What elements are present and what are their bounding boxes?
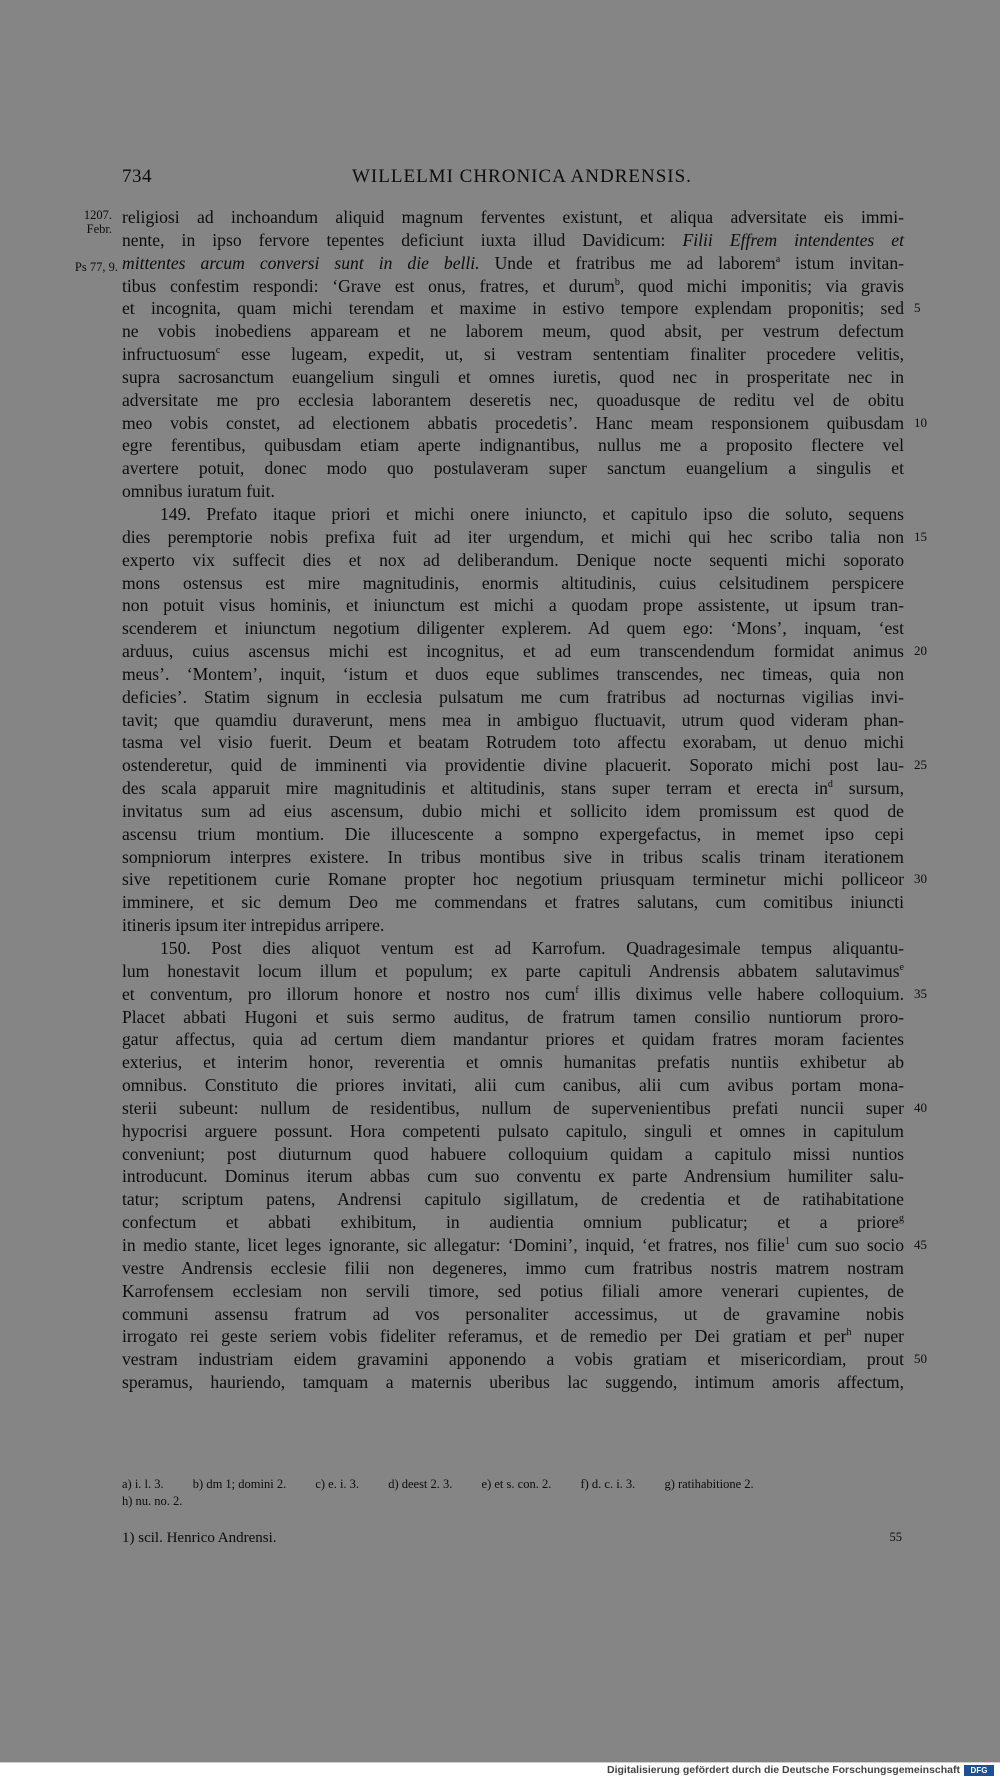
footnote-mark: b: [614, 276, 620, 288]
margin-year: 1207.: [83, 208, 112, 222]
footnotes: [122, 1476, 902, 1510]
text-line: avertere potuit, donec modo quo postulaveram super sanctum euangelium a singulis et: [122, 458, 904, 479]
text-line: adversitate me pro ecclesia laborantem deseretis nec, quoadusque de reditu vel de obitu: [122, 389, 904, 410]
text-line: invitatus sum ad eius ascensum, dubio michi et sollicito idem promissum est quod de: [122, 800, 904, 821]
text-line: tibus confestim respondi: ‘Grave est onus, fratres, et durum$^b$, quod michi imponitis; via gravis: [122, 275, 904, 296]
funding-text: Digitalisierung gefördert durch die Deutsche Forschungsgemeinschaft: [607, 1764, 960, 1776]
footnote-row: [122, 1476, 902, 1493]
text-line: omnibus. Constituto die priores invitati, alii cum canibus, alii cum avibus portam mona-: [122, 1075, 904, 1096]
text-line: speramus, hauriendo, tamquam a maternis uberibus lac suggendo, intimum amoris affectum,: [122, 1372, 904, 1393]
line-number: 35: [914, 985, 927, 1001]
text-line: gatur affectus, quia ad certum diem mandantur priores et quidam fratres moram facientes: [122, 1029, 904, 1050]
dfg-logo-icon: DFG: [964, 1765, 994, 1776]
text-line: in medio stante, licet leges ignorante, sic allegatur: ‘Domini’, inquid, ‘et fratres, nos filie$^1$ cum suo socio 45: [122, 1234, 927, 1255]
text-line: sive repetitionem curie Romane propter hoc negotium priusquam terminetur michi polliceor 30: [122, 869, 927, 890]
text-line: mons ostensus est mire magnitudinis, enormis altitudinis, cuius celsitudinem perspicere: [122, 572, 904, 593]
footnote-mark: g: [899, 1213, 904, 1225]
text-line: meus’. ‘Montem’, inquit, ‘istum et duos eque sublimes transcendes, nec timeas, quia non: [122, 663, 904, 684]
page-number: 734: [122, 166, 152, 187]
text-line: introducunt. Dominus iterum abbas cum suo conventu ex parte Andrensium humiliter salu-: [122, 1166, 904, 1187]
footnote-mark: c: [215, 345, 221, 357]
text-line: dies peremptorie nobis prefixa fuit ad iter urgendum, et michi qui hec scribo talia non 15: [122, 526, 927, 547]
text-line: Karrofensem ecclesiam non servili timore, sed potius filiali amore venerari cupientes, de: [122, 1280, 904, 1301]
text-line: sterii subeunt: nullum de residentibus, nullum de supervenientibus prefati nuncii super 40: [122, 1097, 927, 1118]
text-line: vestram industriam eidem gravamini apponendo a vobis gratiam et misericordiam, prout 50: [122, 1349, 927, 1370]
text-line: itineris ipsum iter intrepidus arripere.: [122, 915, 385, 936]
text-line: infructuosum$^c$ esse lugeam, expedit, ut, si vestram sententiam finaliter procedere velitis,: [122, 344, 904, 365]
margin-date: [80, 208, 112, 236]
line-number: 15: [914, 528, 927, 544]
text-line: communi assensu fratrum ad vos personaliter accessimus, ut de gravamine nobis: [122, 1303, 904, 1324]
text-line: irrogato rei geste seriem vobis fideliter referamus, et de remedio per Dei gratiam et per$^h$ nuper: [122, 1326, 904, 1347]
text-line: nente, in ipso fervore tepentes deficiunt iuxta illud Davidicum: Filii Effrem intendentes et: [122, 229, 904, 250]
funding-footer: [0, 1762, 1000, 1779]
text-line: non potuit visus hominis, et iniunctum est michi a quodam prope assistente, ut ipsum tran-: [122, 595, 904, 616]
text-line: experto vix suffecit dies et nox ad deliberandum. Denique nocte sequenti michi soporato: [122, 549, 904, 570]
text-line: exterius, et interim honor, reverentia et omnis humanitas prefatis nuntiis exhibetur ab: [122, 1052, 904, 1073]
text-line: arduus, cuius ascensus michi est incognitus, et ad eum transcendendum formidat animus 20: [122, 641, 927, 662]
footnote-item: f) d. c. i. 3.: [580, 1477, 636, 1491]
footnote-row: [122, 1493, 902, 1510]
text-line: egre ferentibus, quibusdam etiam aperte indignantibus, nullus me a proposito flectere vel: [122, 435, 904, 456]
line-number: 50: [914, 1351, 927, 1367]
signature-mark: 55: [889, 1530, 902, 1544]
text-line: ostenderetur, quid de imminenti via providentie divine placuerit. Soporato michi post lau- 25: [122, 755, 927, 776]
line-number: 10: [914, 414, 927, 430]
text-line: et conventum, pro illorum honore et nostro nos cum$^f$ illis diximus velle habere colloquium. 35: [122, 983, 927, 1004]
text-line: scenderem et iniunctum negotium diligenter explerem. Ad quem ego: ‘Mons’, inquam, ‘est: [122, 618, 904, 639]
text-line: religiosi ad inchoandum aliquid magnum ferventes existunt, et aliqua adversitate eis immi-: [122, 207, 904, 227]
text-line: tasma vel visio fuerit. Deum et beatam Rotrudem toto affectu exorabam, ut denuo michi: [122, 732, 904, 753]
margin-month: Febr.: [86, 222, 112, 236]
footnote-mark: e: [899, 961, 904, 973]
footnote-mark: h: [846, 1327, 852, 1339]
source-note: [122, 1530, 902, 1547]
text-line: vestre Andrensis ecclesie filii non degeneres, immo cum fratribus nostris matrem nostram: [122, 1257, 904, 1278]
line-number: 25: [914, 757, 927, 773]
main-text: [122, 206, 927, 1417]
paragraph-start: 150. Post dies aliquot ventum est ad Karrofum. Quadragesimale tempus aliquantu-: [160, 938, 904, 958]
text-line: imminere, et sic demum Deo me commendans et fratres salutans, cum comitibus iniuncti: [122, 892, 904, 913]
text-line: deficies’. Statim signum in ecclesia pulsatum me cum fratribus ad nocturnas vigilias invi-: [122, 686, 904, 707]
footnote-mark: d: [827, 779, 833, 791]
page-header: [122, 166, 902, 192]
text-line: ascensu trium montium. Die illucescente a sompno expergefactus, in memet ipso cepi: [122, 823, 904, 844]
text-line: des scala apparuit mire magnitudinis et altitudinis, stans super terram et erecta $in^d$ sursum,: [122, 778, 904, 799]
text-line: tavit; que quamdiu duraverunt, mens mea in ambiguo fluctuavit, utrum quod videram phan-: [122, 709, 904, 730]
line-number: 45: [914, 1236, 927, 1252]
text-line: mittentes arcum conversi sunt in die belli. Unde et fratribus me ad laborem$^a$ istum invitan-: [122, 252, 905, 273]
text-line: ne vobis inobediens appaream et ne laborem meum, quod absit, per vestrum defectum: [122, 321, 904, 342]
footnote-mark: f: [575, 984, 579, 996]
running-title: WILLELMI CHRONICA ANDRENSIS.: [352, 166, 692, 187]
footnote-mark: 1: [784, 1236, 790, 1248]
line-number: 5: [914, 300, 921, 316]
footnote-item: a) i. l. 3.: [122, 1477, 164, 1491]
footnote-item: h) nu. no. 2.: [122, 1494, 183, 1508]
line-number: 40: [914, 1099, 927, 1115]
text-line: Placet abbati Hugoni et suis sermo auditus, de fratrum tamen consilio nuntiorum proro-: [122, 1006, 904, 1027]
text-line: [122, 1394, 904, 1417]
text-line: supra sacrosanctum euangelium singuli et omnes iuretis, quod nec in prosperitate nec in: [122, 366, 904, 387]
footnote-item: e) et s. con. 2.: [481, 1477, 552, 1491]
paragraph-start: 149. Prefato itaque priori et michi onere iniuncto, et capitulo ipso die soluto, sequens: [160, 503, 904, 524]
line-number: 30: [914, 871, 927, 887]
text-line: sompniorum interpres existere. In tribus montibus sive in tribus scalis trinam iterationem: [122, 846, 904, 867]
scripture-quote: Filii Effrem intendentes et: [682, 229, 904, 250]
footnote-item: g) ratihabitione 2.: [664, 1477, 754, 1491]
margin-psalm-ref: Ps 77, 9.: [74, 260, 118, 274]
text-line: omnibus iuratum fuit.: [122, 481, 275, 502]
text-line: hypocrisi arguere possunt. Hora competenti pulsato capitulo, singuli et omnes in capitulum: [122, 1120, 904, 1141]
text-line: confectum et abbati exhibitum, in audientia omnium publicatur; et a priore$^g$: [122, 1212, 904, 1233]
text-line: et incognita, quam michi terendam et maxime in estivo tempore explendam proponitis; sed 5: [122, 298, 921, 319]
text-line: conveniunt; post diuturnum quod habuere colloquium quidam a capitulo missi nuntios: [122, 1143, 904, 1164]
text-line: tatur; scriptum patens, Andrensi capitulo sigillatum, de credentia et de ratihabitatione: [122, 1189, 904, 1210]
footnote-mark: a: [775, 253, 781, 265]
scripture-quote: mittentes arcum conversi sunt in die belli.: [122, 252, 480, 273]
text-line: meo vobis constet, ad electionem abbatis procedetis’. Hanc meam responsionem quibusdam 10: [122, 412, 927, 433]
text-line: lum honestavit locum illum et populum; ex parte capituli Andrensis abbatem salutavimus$^e$: [122, 960, 904, 981]
source-note-text: 1) scil. Henrico Andrensi.: [122, 1530, 277, 1546]
line-number: 20: [914, 643, 927, 659]
footnote-item: d) deest 2. 3.: [388, 1477, 453, 1491]
footnote-item: b) dm 1; domini 2.: [192, 1477, 287, 1491]
footnote-item: c) e. i. 3.: [315, 1477, 360, 1491]
